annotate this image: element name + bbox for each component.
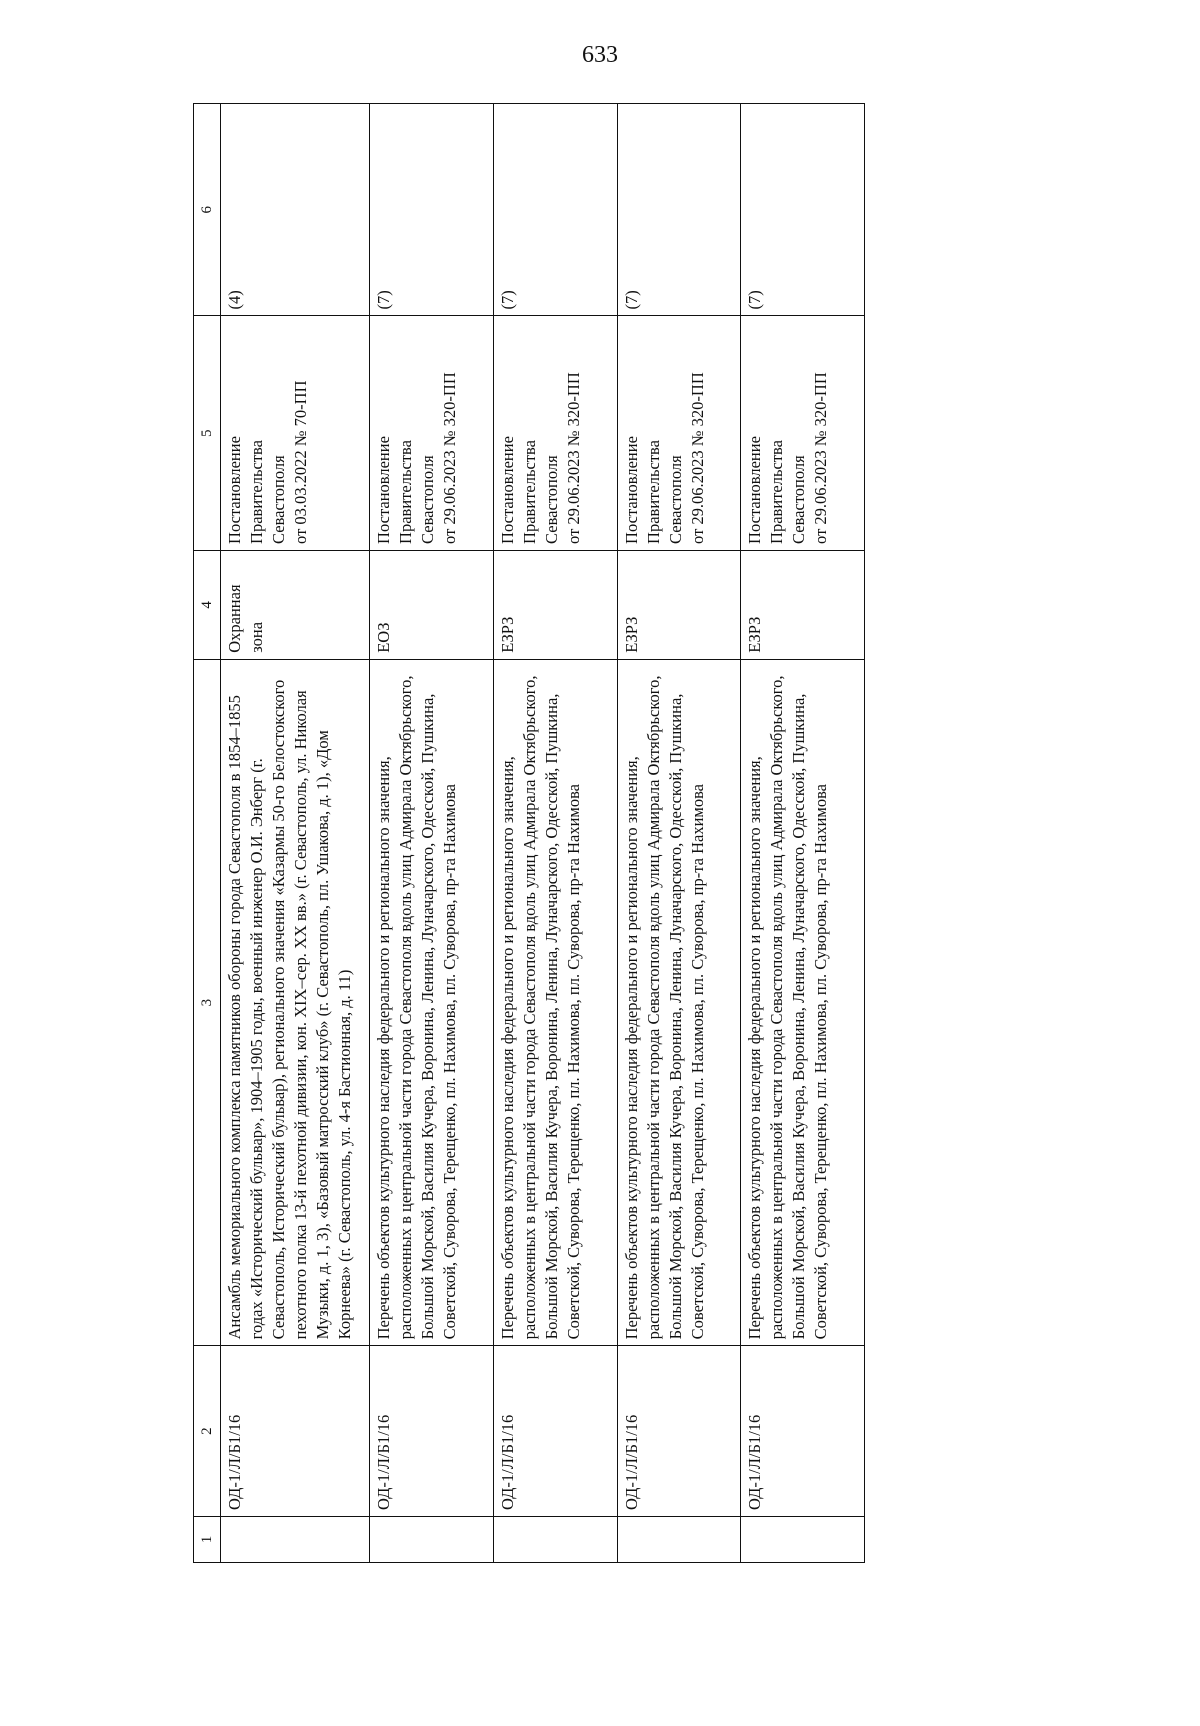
document-line: Постановление <box>745 436 765 544</box>
cell-zone-type: Охранная зона <box>221 550 370 659</box>
cell-description: Перечень объектов культурного наследия федерального и регионального значения, расположенных в центральной части города Севастополя вдоль улиц Адмирала Октябрьского, Большой Морской, Василия Кучера, Воронина, Ленина, Луначарского, Одесской, Пушкина, Советской, Суворова, Терещенко, пл. Нахимова, пл. Суворова, пр-та Нахимова <box>494 659 618 1346</box>
document-line: Постановление <box>621 436 641 544</box>
table-row <box>741 104 865 1563</box>
document-line: Постановление <box>374 436 394 544</box>
table-row <box>617 104 741 1563</box>
document-line: Правительства <box>643 440 663 544</box>
cell-zone-code: ОД-1/Л/Б1/16 <box>370 1346 494 1517</box>
document-line: от 29.06.2023 № 320-ПП <box>687 372 707 544</box>
document-line: Постановление <box>225 436 244 544</box>
cell-note: (7) <box>617 104 741 317</box>
cell-document <box>741 316 865 550</box>
cell-zone-type: ЕЗРЗ <box>741 550 865 659</box>
cell-zone-code: ОД-1/Л/Б1/16 <box>494 1346 618 1517</box>
document-line: Севастополя <box>665 455 685 544</box>
document-line: от 29.06.2023 № 320-ПП <box>811 372 831 544</box>
cell-description: Перечень объектов культурного наследия федерального и регионального значения, расположенных в центральной части города Севастополя вдоль улиц Адмирала Октябрьского, Большой Морской, Василия Кучера, Воронина, Ленина, Луначарского, Одесской, Пушкина, Советской, Суворова, Терещенко, пл. Нахимова, пл. Суворова, пр-та Нахимова <box>617 659 741 1346</box>
column-header-1: 1 <box>194 1516 221 1562</box>
column-header-4: 4 <box>194 550 221 659</box>
cell-note: (7) <box>370 104 494 317</box>
document-line: Постановление <box>498 436 518 544</box>
document-line: Севастополя <box>542 455 562 544</box>
table-row <box>370 104 494 1563</box>
zones-table <box>193 103 865 1563</box>
cell-note: (7) <box>494 104 618 317</box>
cell-number <box>221 1516 370 1562</box>
document-line: от 29.06.2023 № 320-ПП <box>440 372 460 544</box>
document-line: Правительства <box>396 440 416 544</box>
column-header-6: 6 <box>194 104 221 317</box>
rotated-table-frame <box>193 103 865 1563</box>
column-header-2: 2 <box>194 1346 221 1517</box>
column-header-3: 3 <box>194 659 221 1346</box>
cell-document <box>617 316 741 550</box>
cell-zone-code: ОД-1/Л/Б1/16 <box>741 1346 865 1517</box>
cell-zone-type: ЕЗРЗ <box>617 550 741 659</box>
document-line: Правительства <box>247 440 266 544</box>
cell-document <box>494 316 618 550</box>
table-row <box>221 104 370 1563</box>
cell-number <box>494 1516 618 1562</box>
cell-description: Перечень объектов культурного наследия федерального и регионального значения, расположенных в центральной части города Севастополя вдоль улиц Адмирала Октябрьского, Большой Морской, Василия Кучера, Воронина, Ленина, Луначарского, Одесской, Пушкина, Советской, Суворова, Терещенко, пл. Нахимова, пл. Суворова, пр-та Нахимова <box>370 659 494 1346</box>
cell-zone-code: ОД-1/Л/Б1/16 <box>617 1346 741 1517</box>
cell-description: Перечень объектов культурного наследия федерального и регионального значения, расположенных в центральной части города Севастополя вдоль улиц Адмирала Октябрьского, Большой Морской, Василия Кучера, Воронина, Ленина, Луначарского, Одесской, Пушкина, Советской, Суворова, Терещенко, пл. Нахимова, пл. Суворова, пр-та Нахимова <box>741 659 865 1346</box>
cell-number <box>741 1516 865 1562</box>
cell-number <box>617 1516 741 1562</box>
cell-zone-code: ОД-1/Л/Б1/16 <box>221 1346 370 1517</box>
cell-zone-type: ЕОЗ <box>370 550 494 659</box>
cell-document <box>221 316 370 550</box>
document-line: от 03.03.2022 № 70-ПП <box>291 380 310 544</box>
document-line: от 29.06.2023 № 320-ПП <box>564 372 584 544</box>
column-header-5: 5 <box>194 316 221 550</box>
document-line: Севастополя <box>269 455 288 544</box>
document-line: Правительства <box>520 440 540 544</box>
cell-zone-type: ЕЗРЗ <box>494 550 618 659</box>
table-row <box>494 104 618 1563</box>
document-line: Севастополя <box>418 455 438 544</box>
document-line: Правительства <box>767 440 787 544</box>
cell-note: (4) <box>221 104 370 317</box>
cell-number <box>370 1516 494 1562</box>
page-number: 633 <box>582 42 618 68</box>
document-line: Севастополя <box>789 455 809 544</box>
cell-note: (7) <box>741 104 865 317</box>
cell-description: Ансамбль мемориального комплекса памятников обороны города Севастополя в 1854–1855 годах «Исторический бульвар», 1904–1905 годы, военный инженер О.И. Энберг (г. Севастополь, Исторический бульвар), регионального значения «Казармы 50-го Белостокского пехотного полка 13-й пехотной дивизии, кон. XIX–сер. XX вв.» (г. Севастополь, ул. Николая Музыки, д. 1, 3), «Базовый матросский клуб» (г. Севастополь, пл. Ушакова, д. 1), «Дом Корнеева» (г. Севастополь, ул. 4-я Бастионная, д. 11) <box>221 659 370 1346</box>
cell-document <box>370 316 494 550</box>
table-header-row <box>194 104 221 1563</box>
